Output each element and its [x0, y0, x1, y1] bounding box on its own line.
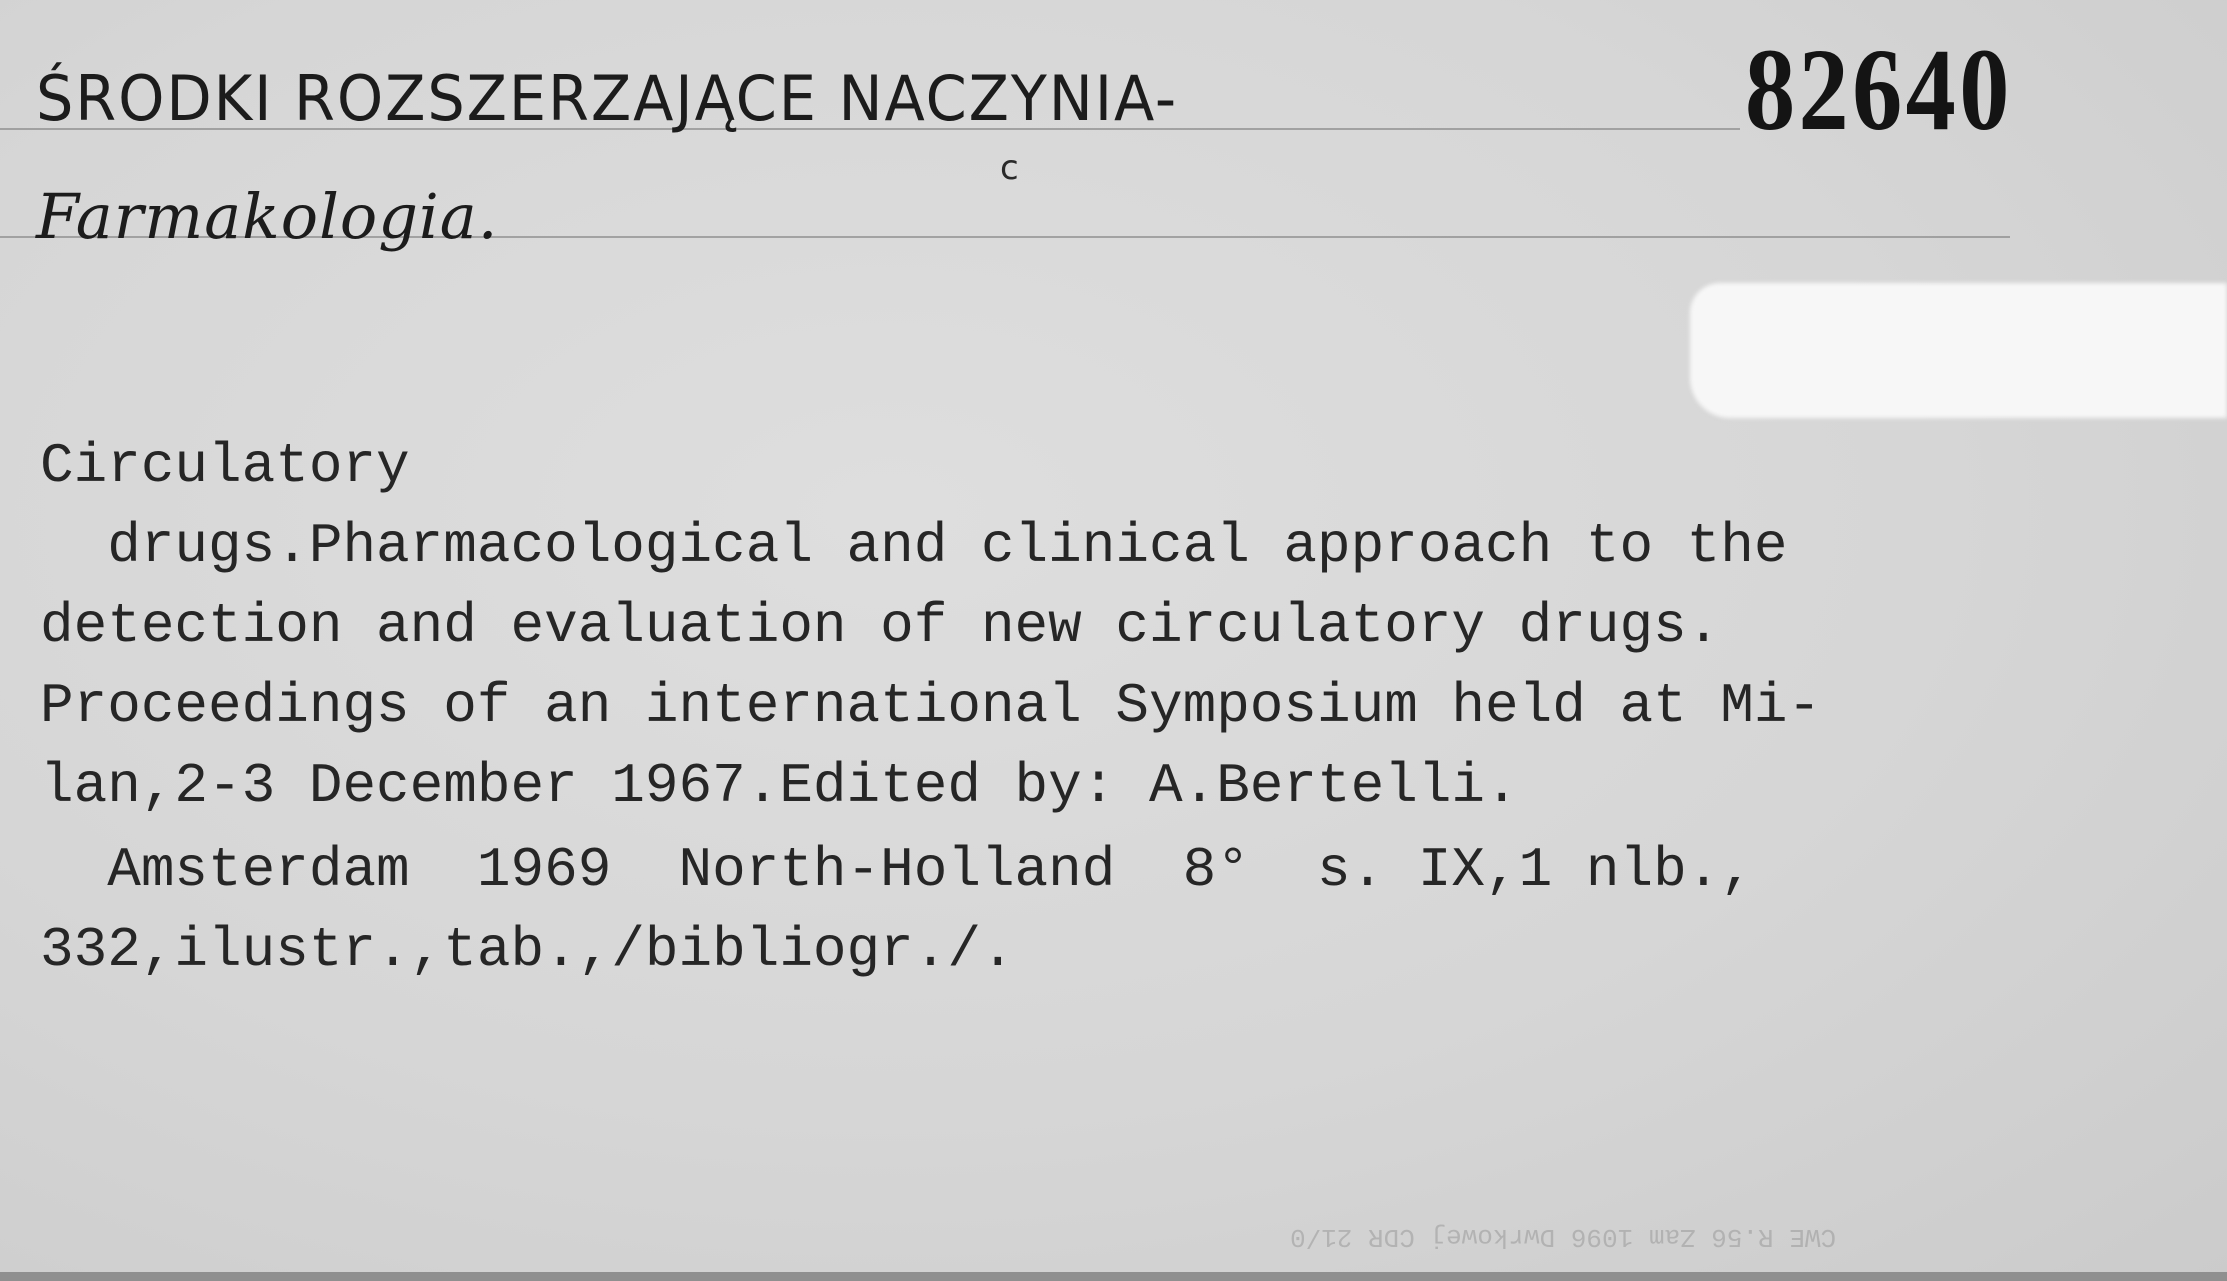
- card-bottom-edge: [0, 1272, 2227, 1281]
- typed-line-title-cont: detection and evaluation of new circulatory drugs.: [40, 594, 1721, 658]
- subject-heading: ŚRODKI ROZSZERZAJĄCE NACZYNIA-: [36, 62, 1179, 135]
- call-number: 82640: [1745, 24, 2013, 155]
- typed-line-title: drugs.Pharmacological and clinical approach to the: [40, 514, 1788, 578]
- handwritten-mark: c: [1000, 148, 1019, 188]
- typed-line-title-start: Circulatory: [40, 434, 410, 498]
- typed-line-imprint: Amsterdam 1969 North-Holland 8° s. IX,1 nlb.,: [40, 838, 1754, 902]
- bleed-through-print: CWE R.56 Zam 1096 Dwrkowej CDR 21/0: [1290, 1222, 1837, 1252]
- typed-line-editor: lan,2-3 December 1967.Edited by: A.Bertelli.: [40, 754, 1519, 818]
- subject-subheading: Farmakologia.: [36, 180, 499, 253]
- typed-line-proceedings: Proceedings of an international Symposium held at Mi-: [40, 674, 1822, 738]
- typed-line-collation: 332,ilustr.,tab.,/bibliogr./.: [40, 918, 1015, 982]
- correction-whiteout: [1690, 283, 2227, 418]
